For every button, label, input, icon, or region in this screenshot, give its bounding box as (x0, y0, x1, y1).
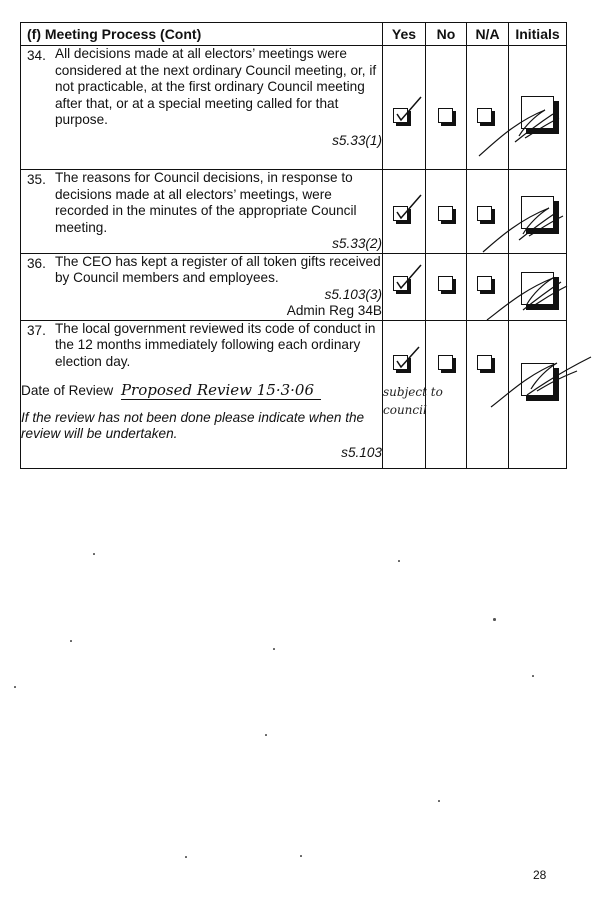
meeting-process-checklist (20, 22, 567, 469)
section-title: (f) Meeting Process (Cont) (21, 23, 383, 46)
question-35-yes-cell (383, 170, 426, 254)
column-initials-header: Initials (509, 23, 567, 46)
no-checkbox[interactable] (438, 108, 453, 123)
question-row-34 (21, 46, 567, 170)
question-text: The local government reviewed its code of conduct in the 12 months immediately following each ordinary election day. (55, 320, 376, 369)
scan-speck (532, 675, 534, 677)
scan-speck (438, 800, 440, 802)
legislation-reference: s5.103(3) (324, 286, 382, 302)
handwritten-note: subject to council (383, 384, 443, 417)
question-36-no-cell (426, 253, 467, 320)
column-yes-header: Yes (383, 23, 426, 46)
question-36-yes-cell (383, 253, 426, 320)
column-na-header: N/A (467, 23, 509, 46)
scan-speck (185, 856, 187, 858)
question-37-no-cell (426, 320, 467, 468)
question-34-initials-cell (509, 46, 567, 170)
question-row-36 (21, 253, 567, 320)
no-checkbox[interactable] (438, 276, 453, 291)
question-36-initials-cell (509, 253, 567, 320)
question-number: 36. (27, 255, 46, 271)
no-checkbox[interactable] (438, 355, 453, 370)
date-of-review-label: Date of Review (21, 383, 114, 398)
question-number: 34. (27, 48, 46, 63)
scan-speck (265, 734, 267, 736)
initials-signature-icon (487, 351, 597, 411)
date-of-review-field[interactable]: Proposed Review 15·3·06 (121, 382, 321, 400)
question-text: All decisions made at all electors’ meetings were considered at the next ordinary Council meeting, or, if not practicable, at the first ordinary Council meeting after that, or at a special meeting called for that purpose. (55, 46, 377, 127)
column-no-header: No (426, 23, 467, 46)
question-number: 35. (27, 172, 46, 187)
scan-speck (70, 640, 72, 642)
question-34-description (21, 46, 383, 170)
question-row-37 (21, 320, 567, 468)
checklist-header-row (21, 23, 567, 46)
scan-speck (14, 686, 16, 688)
initials-signature-icon (479, 200, 569, 260)
legislation-reference: s5.103 (341, 444, 382, 460)
question-36-description (21, 253, 383, 320)
question-34-no-cell (426, 46, 467, 170)
scan-speck (398, 560, 400, 562)
legislation-reference: s5.33(2) (332, 236, 382, 251)
initials-signature-icon (475, 102, 565, 162)
question-35-description (21, 170, 383, 254)
question-37-initials-cell (509, 320, 567, 468)
scan-speck (273, 648, 275, 650)
question-row-35 (21, 170, 567, 254)
regulation-reference: Admin Reg 34B (286, 303, 382, 318)
question-text: The CEO has kept a register of all token gifts received by Council members and employees. (55, 253, 381, 285)
question-35-initials-cell (509, 170, 567, 254)
question-37-description (21, 320, 383, 468)
page-number: 28 (533, 868, 547, 882)
question-number: 37. (27, 322, 46, 338)
no-checkbox[interactable] (438, 206, 453, 221)
legislation-reference: s5.33(1) (332, 132, 382, 148)
question-text: The reasons for Council decisions, in response to decisions made at all electors’ meetings, were recorded in the minutes of the appropriate Council meeting. (55, 170, 357, 235)
question-34-yes-cell (383, 46, 426, 170)
date-of-review-line (21, 382, 382, 400)
scan-speck (493, 618, 496, 621)
scan-speck (93, 553, 95, 555)
scan-speck (300, 855, 302, 857)
question-37-yes-cell (383, 320, 443, 468)
instruction-note: If the review has not been done please indicate when the review will be undertaken. (21, 409, 365, 441)
question-35-no-cell (426, 170, 467, 254)
